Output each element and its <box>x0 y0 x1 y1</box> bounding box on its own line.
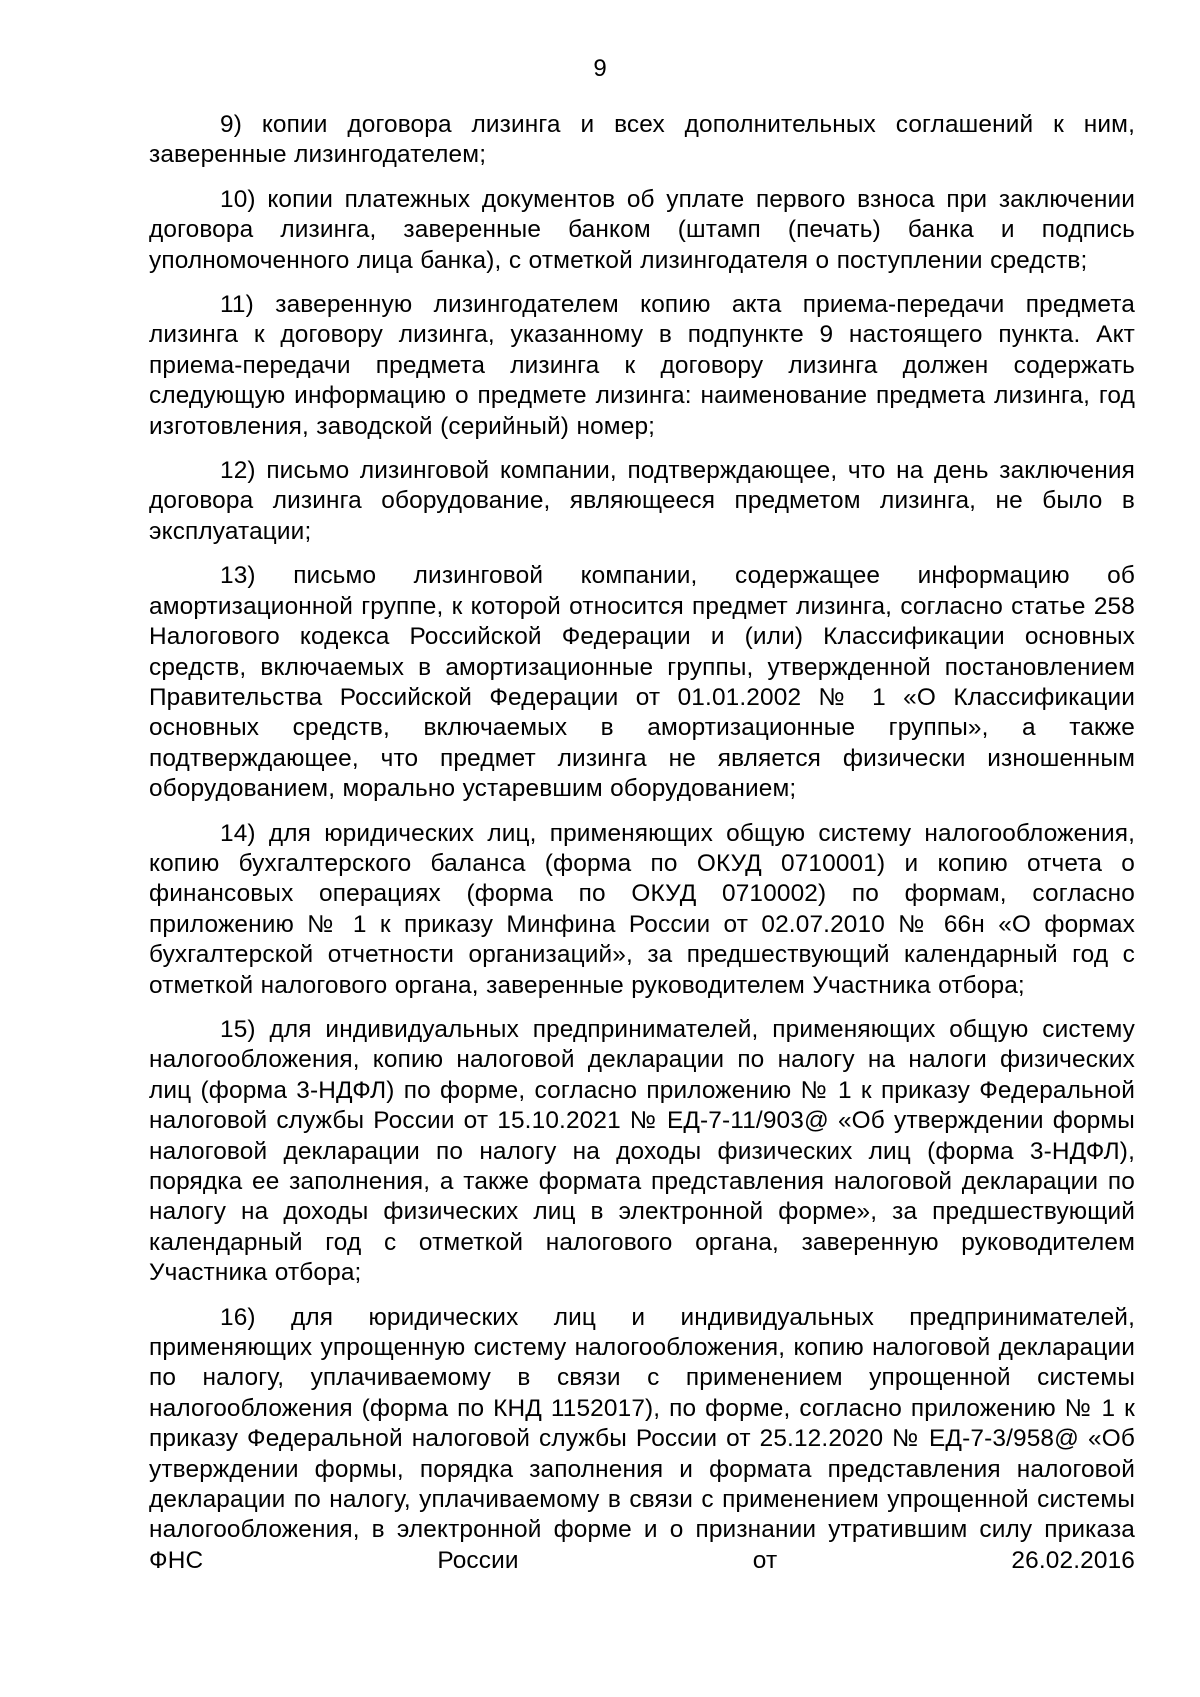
page-number: 9 <box>593 55 607 82</box>
list-item-13: 13) письмо лизинговой компании, содержащее информацию об амортизационной группе, к которой относится предмет лизинга, согласно статье 258 Налогового кодекса Российской Федерации и (или) Классификации основных средств, включаемых в амортизационные группы, утвержденной постановлением Правительства Российской Федерации от 01.01.2002 № 1 «О Классификации основных средств, включаемых в амортизационные группы», а также подтверждающее, что предмет лизинга не является физически изношенным оборудованием, морально устаревшим оборудованием; <box>149 562 1135 803</box>
list-item-10: 10) копии платежных документов об уплате первого взноса при заключении договора лизинга, заверенные банком (штамп (печать) банка и подпись уполномоченного лица банка), с отметкой лизингодателя о поступлении средств; <box>149 185 1135 274</box>
list-item-16: 16) для юридических лиц и индивидуальных предпринимателей, применяющих упрощенную систему налогообложения, копию налоговой декларации по налогу, уплачиваемому в связи с применением упрощенной системы налогообложения (форма по КНД 1152017), по форме, согласно приложению № 1 к приказу Федеральной налоговой службы России от 25.12.2020 № ЕД-7-3/958@ «Об утверждении формы, порядка заполнения и формата представления налоговой декларации по налогу, уплачиваемому в связи с применением упрощенной системы налогообложения, в электронной форме и о признании утратившим силу приказа ФНС России от 26.02.2016 <box>149 1303 1135 1574</box>
document-body <box>149 110 1135 1576</box>
list-item-12: 12) письмо лизинговой компании, подтверждающее, что на день заключения договора лизинга оборудование, являющееся предметом лизинга, не было в эксплуатации; <box>149 457 1135 545</box>
list-item-14: 14) для юридических лиц, применяющих общую систему налогообложения, копию бухгалтерского баланса (форма по ОКУД 0710001) и копию отчета о финансовых операциях (форма по ОКУД 0710002) по формам, согласно приложению № 1 к приказу Минфина России от 02.07.2010 № 66н «О формах бухгалтерской отчетности организаций», за предшествующий календарный год с отметкой налогового органа, заверенные руководителем Участника отбора; <box>149 819 1135 999</box>
list-item-15: 15) для индивидуальных предпринимателей, применяющих общую систему налогообложения, копию налоговой декларации по налогу на налоги физических лиц (форма 3-НДФЛ) по форме, согласно приложению № 1 к приказу Федеральной налоговой службы России от 15.10.2021 № ЕД-7-11/903@ «Об утверждении формы налоговой декларации по налогу на доходы физических лиц (форма 3-НДФЛ), порядка ее заполнения, а также формата представления налоговой декларации по налогу на доходы физических лиц в электронной форме», за предшествующий календарный год с отметкой налогового органа, заверенную руководителем Участника отбора; <box>149 1015 1135 1287</box>
list-item-11: 11) заверенную лизингодателем копию акта приема-передачи предмета лизинга к договору лизинга, указанному в подпункте 9 настоящего пункта. Акт приема-передачи предмета лизинга к договору лизинга должен содержать следующую информацию о предмете лизинга: наименование предмета лизинга, год изготовления, заводской (серийный) номер; <box>149 291 1135 440</box>
list-item-9: 9) копии договора лизинга и всех дополнительных соглашений к ним, заверенные лизингодателем; <box>149 111 1135 169</box>
